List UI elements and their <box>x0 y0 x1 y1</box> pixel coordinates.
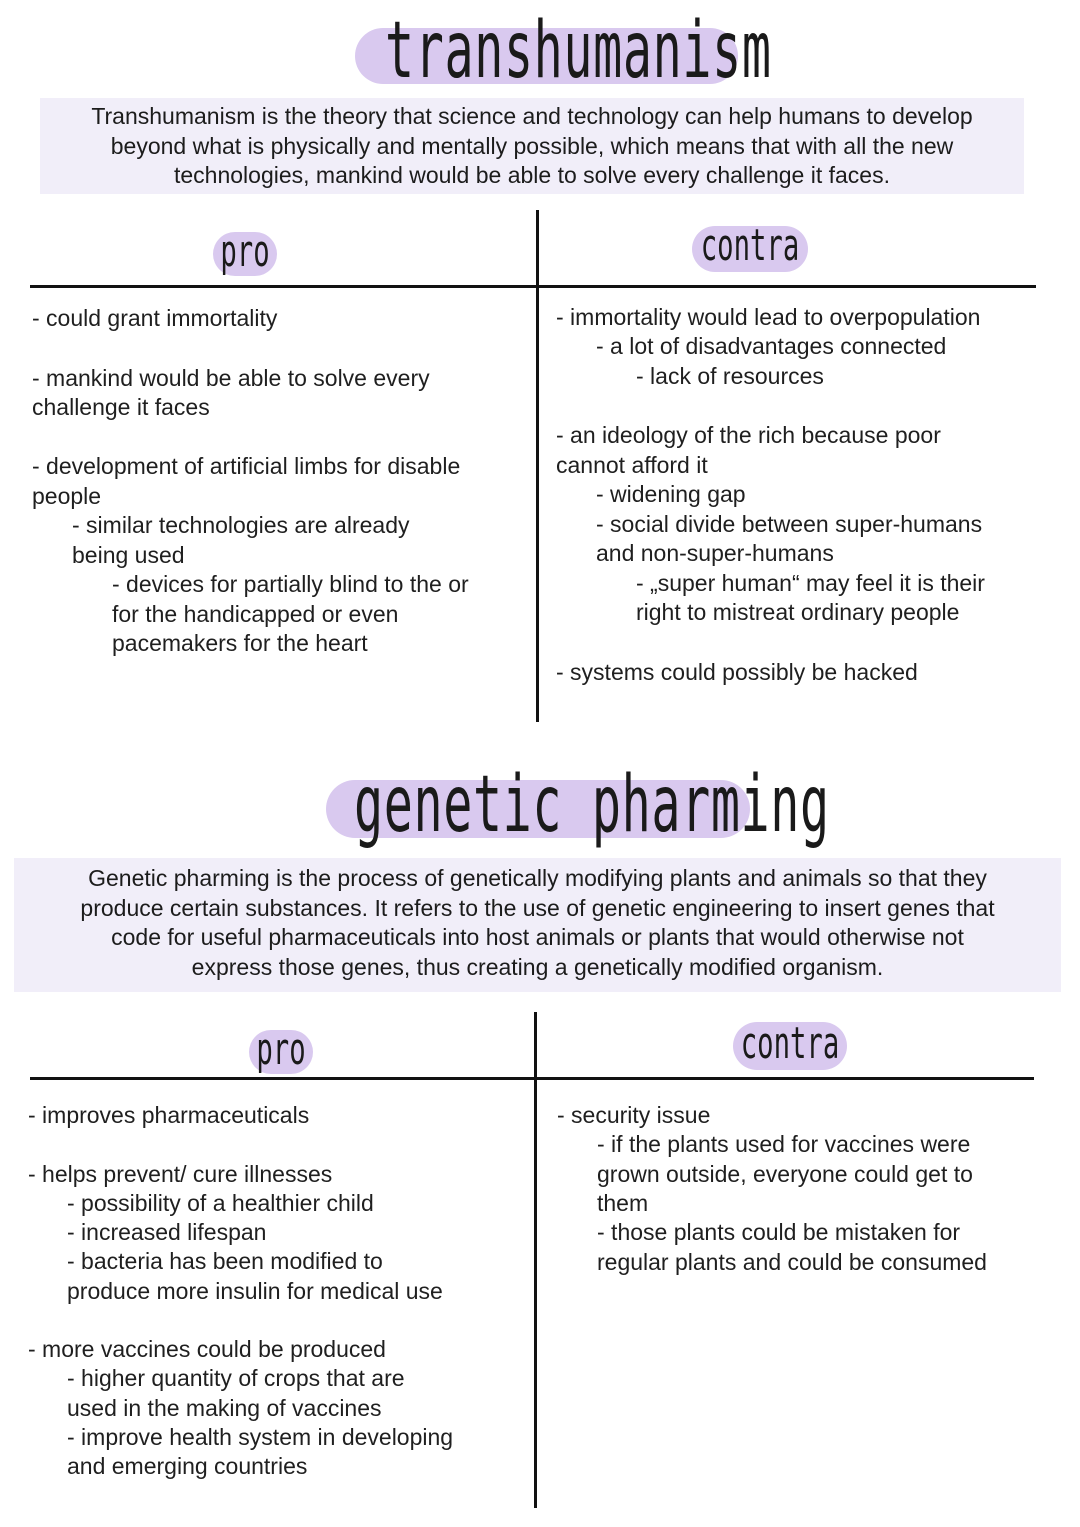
contra-item: grown outside, everyone could get to <box>597 1161 973 1187</box>
pro-item: - mankind would be able to solve every <box>32 365 430 391</box>
pro-item: - development of artificial limbs for disable <box>32 453 461 479</box>
contra-item: - „super human“ may feel it is their <box>636 570 985 596</box>
contra-item: right to mistreat ordinary people <box>636 599 960 625</box>
pro-item: - similar technologies are already <box>72 512 410 538</box>
pro-item: for the handicapped or even <box>112 601 399 627</box>
definition-line: technologies, mankind would be able to solve every challenge it faces. <box>174 162 890 188</box>
pro-item: and emerging countries <box>67 1453 308 1479</box>
contra-item: - social divide between super-humans <box>596 511 983 537</box>
definition-box <box>40 98 1024 194</box>
definition-box <box>14 858 1061 992</box>
section-title: genetic pharming <box>354 760 830 850</box>
contra-heading: contra <box>740 1018 840 1069</box>
definition-line: express those genes, thus creating a genetically modified organism. <box>191 953 884 980</box>
table-divider-vertical <box>536 210 539 722</box>
pro-item: pacemakers for the heart <box>112 630 368 656</box>
pro-item: - higher quantity of crops that are <box>67 1365 405 1391</box>
contra-item: and non-super-humans <box>596 540 834 566</box>
pro-item: people <box>32 483 102 509</box>
table-divider-horizontal <box>30 285 1036 288</box>
contra-item: cannot afford it <box>556 452 708 478</box>
contra-item: - systems could possibly be hacked <box>556 659 918 685</box>
contra-item: - those plants could be mistaken for <box>597 1219 961 1245</box>
definition-line: code for useful pharmaceuticals into host animals or plants that would otherwise not <box>111 924 964 950</box>
pro-item: being used <box>72 542 185 568</box>
contra-item: - lack of resources <box>636 363 824 389</box>
contra-item: - an ideology of the rich because poor <box>556 422 941 448</box>
pro-item: - improve health system in developing <box>67 1424 454 1450</box>
definition-line: produce certain substances. It refers to the use of genetic engineering to insert genes that <box>80 894 995 921</box>
contra-item: - widening gap <box>596 481 746 507</box>
pro-item: - bacteria has been modified to <box>67 1248 383 1274</box>
pro-item: challenge it faces <box>32 394 210 420</box>
definition-line: Genetic pharming is the process of genetically modifying plants and animals so that they <box>88 865 987 891</box>
definition-line: Transhumanism is the theory that science and technology can help humans to develop <box>91 103 973 129</box>
table-divider-horizontal <box>30 1077 1034 1080</box>
pro-item: - helps prevent/ cure illnesses <box>28 1161 333 1187</box>
pro-heading: pro <box>220 226 270 277</box>
pro-item: produce more insulin for medical use <box>67 1278 443 1304</box>
pro-item: used in the making of vaccines <box>67 1395 382 1421</box>
contra-item: - a lot of disadvantages connected <box>596 333 947 359</box>
contra-item: - if the plants used for vaccines were <box>597 1131 971 1157</box>
definition-line: beyond what is physically and mentally possible, which means that with all the new <box>110 132 954 159</box>
contra-item: - immortality would lead to overpopulation <box>556 304 981 330</box>
pro-item: - possibility of a healthier child <box>67 1190 374 1216</box>
pro-item: - increased lifespan <box>67 1219 267 1245</box>
pro-heading: pro <box>256 1024 306 1075</box>
page-title: transhumanism <box>385 6 772 96</box>
pro-item: - improves pharmaceuticals <box>28 1102 310 1128</box>
contra-item: them <box>597 1190 649 1216</box>
pro-item: - could grant immortality <box>32 305 278 331</box>
pro-item: - more vaccines could be produced <box>28 1336 386 1362</box>
contra-item: - security issue <box>557 1102 711 1128</box>
table-divider-vertical <box>534 1012 537 1508</box>
contra-item: regular plants and could be consumed <box>597 1249 987 1275</box>
pro-item: - devices for partially blind to the or <box>112 571 469 597</box>
contra-heading: contra <box>700 220 800 271</box>
